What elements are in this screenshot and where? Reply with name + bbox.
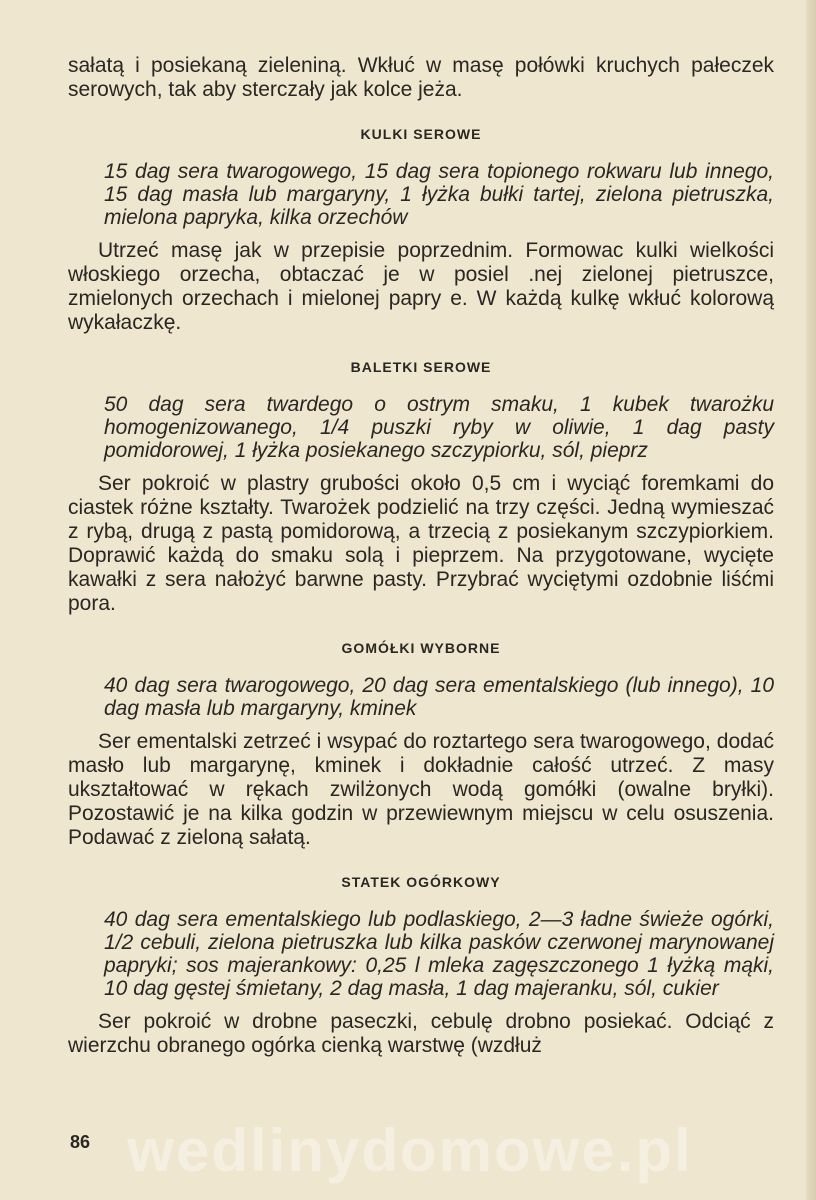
- recipe-statek-ogorkowy: [68, 874, 774, 1058]
- recipe-ingredients: 50 dag sera twardego o ostrym smaku, 1 kubek twarożku homogenizowanego, 1/4 puszki ryby w oliwie, 1 dag pasty pomidorowej, 1 łyżka posiekanego szczypiorku, sól, pieprz: [104, 393, 774, 462]
- recipe-method: Ser pokroić w drobne paseczki, cebulę drobno posiekać. Odciąć z wierzchu obranego ogórka cienką warstwę (wzdłuż: [68, 1010, 774, 1057]
- recipe-ingredients: 15 dag sera twarogowego, 15 dag sera topionego rokwaru lub innego, 15 dag masła lub margaryny, 1 łyżka bułki tartej, zielona pietruszka, mielona papryka, kilka orzechów: [104, 160, 774, 229]
- page-edge: [806, 0, 816, 1200]
- recipe-method: Utrzeć masę jak w przepisie poprzednim. Formowac kulki wielkości włoskiego orzecha, obtaczać je w posiel .nej zielonej pietruszce, zmielonych orzechach i mielonej papry e. W każdą kulkę wkłuć kolorową wykałaczkę.: [68, 239, 774, 334]
- watermark-text: wedlinydomowe.pl: [127, 1117, 693, 1184]
- recipe-title: GOMÓŁKI WYBORNE: [341, 640, 501, 656]
- recipe-method: Ser pokroić w plastry grubości około 0,5 cm i wyciąć foremkami do ciastek różne kształty. Twarożek podzielić na trzy części. Jedną wymieszać z rybą, drugą z pastą pomidorową, a trzecią z posiekanym szczypiorkiem. Doprawić każdą do smaku solą i pieprzem. Na przygotowane, wycięte kawałki z sera nałożyć barwne pasty. Przybrać wyciętymi ozdobnie liśćmi pora.: [68, 472, 774, 615]
- page-number: 86: [70, 1132, 91, 1152]
- page-content: [68, 54, 774, 1058]
- recipe-title: STATEK OGÓRKOWY: [341, 874, 501, 890]
- intro-paragraph: sałatą i posiekaną zieleniną. Wkłuć w masę połówki kruchych pałeczek serowych, tak aby sterczały jak kolce jeża.: [68, 54, 774, 101]
- recipe-kulki-serowe: [68, 126, 774, 335]
- recipe-method: Ser ementalski zetrzeć i wsypać do roztartego sera twarogowego, dodać masło lub margarynę, kminek i dokładnie całość utrzeć. Z masy ukształtować w rękach zwilżonych wodą gomółki (owalne bryłki). Pozostawić je na kilka godzin w przewiewnym miejscu w celu osuszenia. Podawać z zieloną sałatą.: [68, 730, 774, 849]
- recipe-title: BALETKI SEROWE: [350, 359, 492, 375]
- recipe-title: KULKI SEROWE: [360, 126, 482, 142]
- recipe-baletki-serowe: [68, 359, 774, 616]
- recipe-gomolki-wyborne: [68, 640, 774, 850]
- recipe-ingredients: 40 dag sera twarogowego, 20 dag sera ementalskiego (lub innego), 10 dag masła lub margaryny, kminek: [104, 674, 774, 720]
- recipe-ingredients: 40 dag sera ementalskiego lub podlaskiego, 2—3 ładne świeże ogórki, 1/2 cebuli, zielona pietruszka lub kilka pasków czerwonej marynowanej papryki; sos majerankowy: 0,25 l mleka zagęszczonego 1 łyżką mąki, 10 dag gęstej śmietany, 2 dag masła, 1 dag majeranku, sól, cukier: [104, 908, 774, 1000]
